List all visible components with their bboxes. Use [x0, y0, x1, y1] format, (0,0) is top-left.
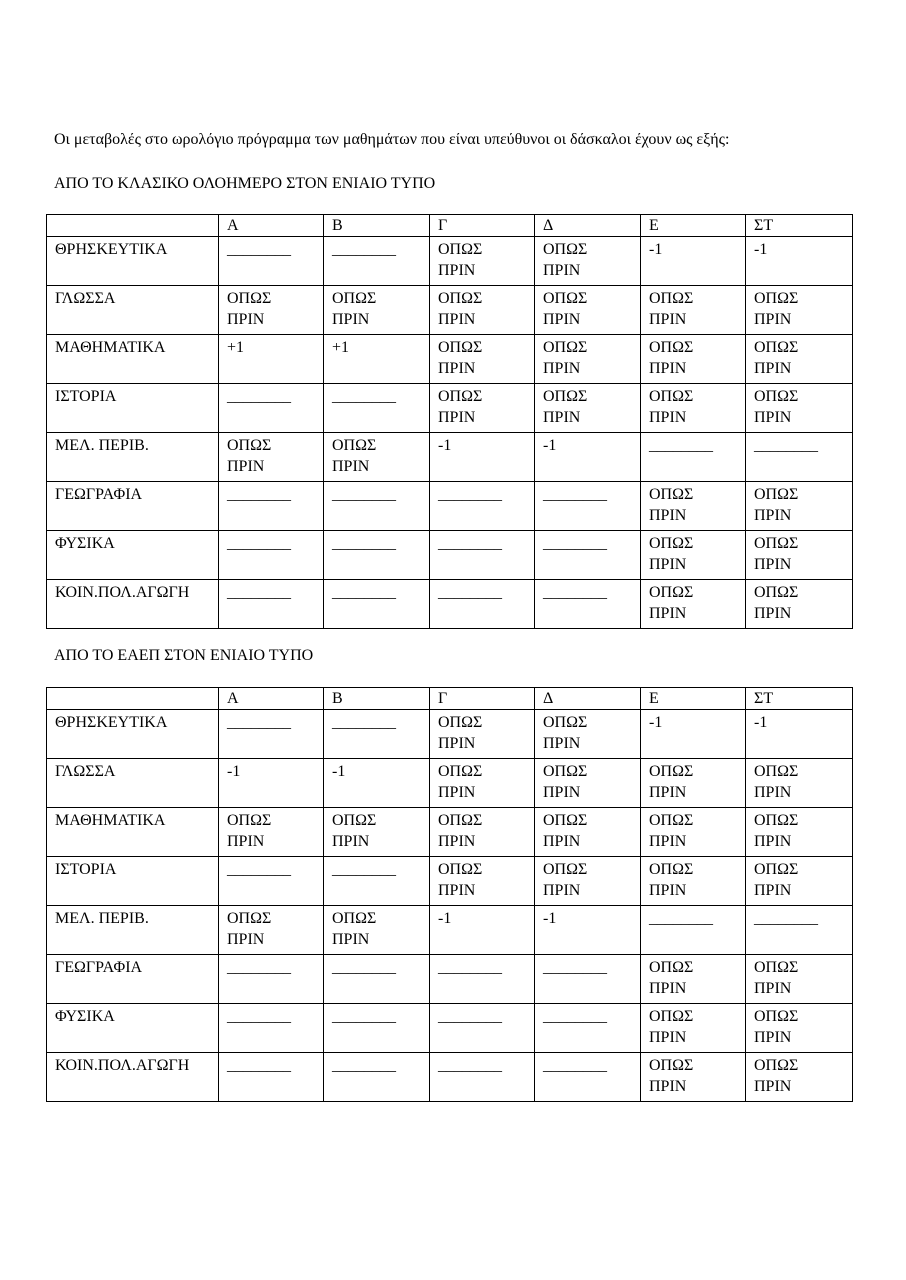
change-cell: [430, 531, 535, 580]
change-cell: [324, 955, 430, 1004]
change-value: ________: [543, 535, 607, 552]
change-value: ΟΠΩΣ ΠΡΙΝ: [543, 861, 588, 899]
change-cell: [219, 433, 324, 482]
table-header-row: [47, 215, 853, 237]
change-cell: [535, 906, 641, 955]
header-cell-grade: ΣΤ: [746, 688, 853, 710]
change-value: ΟΠΩΣ ΠΡΙΝ: [754, 486, 799, 524]
table-row: [47, 580, 853, 629]
change-value: ΟΠΩΣ ΠΡΙΝ: [332, 910, 377, 948]
subject-cell: [47, 710, 219, 759]
change-cell: [535, 1053, 641, 1102]
subject-cell: [47, 857, 219, 906]
change-cell: [430, 906, 535, 955]
change-value: ΟΠΩΣ ΠΡΙΝ: [438, 290, 483, 328]
change-cell: [641, 335, 746, 384]
change-cell: [641, 808, 746, 857]
change-cell: [641, 286, 746, 335]
change-value: ΟΠΩΣ ΠΡΙΝ: [438, 339, 483, 377]
change-value: ________: [543, 1057, 607, 1074]
change-value: ________: [332, 535, 396, 552]
change-cell: [535, 237, 641, 286]
subject-cell: [47, 482, 219, 531]
change-value: ________: [227, 535, 291, 552]
change-value: ΟΠΩΣ ΠΡΙΝ: [754, 339, 799, 377]
change-cell: [324, 1004, 430, 1053]
change-cell: [746, 857, 853, 906]
change-cell: [746, 1004, 853, 1053]
subject-cell: [47, 384, 219, 433]
subject-label: ΘΡΗΣΚΕΥΤΙΚΑ: [55, 714, 168, 731]
change-cell: [430, 335, 535, 384]
change-value: -1: [649, 241, 663, 258]
change-value: ΟΠΩΣ ΠΡΙΝ: [543, 241, 588, 279]
change-cell: [535, 580, 641, 629]
change-value: ________: [332, 714, 396, 731]
change-value: ΟΠΩΣ ΠΡΙΝ: [754, 763, 799, 801]
change-value: ΟΠΩΣ ΠΡΙΝ: [438, 241, 483, 279]
change-value: ________: [438, 1008, 502, 1025]
header-cell-grade: Β: [324, 215, 430, 237]
change-cell: [219, 237, 324, 286]
change-value: ________: [332, 241, 396, 258]
subject-cell: [47, 580, 219, 629]
change-cell: [430, 808, 535, 857]
change-value: ΟΠΩΣ ΠΡΙΝ: [543, 812, 588, 850]
subject-cell: [47, 433, 219, 482]
subject-cell: [47, 759, 219, 808]
change-cell: [324, 580, 430, 629]
change-value: ________: [438, 959, 502, 976]
change-value: ΟΠΩΣ ΠΡΙΝ: [332, 437, 377, 475]
change-cell: [641, 384, 746, 433]
change-cell: [324, 808, 430, 857]
change-cell: [219, 1004, 324, 1053]
change-value: ΟΠΩΣ ΠΡΙΝ: [649, 763, 694, 801]
change-cell: [535, 335, 641, 384]
change-cell: [535, 1004, 641, 1053]
change-value: ________: [438, 486, 502, 503]
change-value: ΟΠΩΣ ΠΡΙΝ: [754, 535, 799, 573]
change-value: -1: [438, 910, 452, 927]
subject-label: ΓΛΩΣΣΑ: [55, 763, 116, 780]
change-cell: [324, 482, 430, 531]
change-value: -1: [649, 714, 663, 731]
change-cell: [219, 384, 324, 433]
subject-label: ΜΕΛ. ΠΕΡΙΒ.: [55, 910, 149, 927]
change-value: ΟΠΩΣ ΠΡΙΝ: [438, 763, 483, 801]
change-cell: [219, 955, 324, 1004]
table-row: [47, 433, 853, 482]
subject-cell: [47, 237, 219, 286]
change-value: ________: [332, 584, 396, 601]
change-cell: [430, 1004, 535, 1053]
change-value: ________: [332, 861, 396, 878]
change-cell: [430, 710, 535, 759]
change-value: ΟΠΩΣ ΠΡΙΝ: [543, 339, 588, 377]
change-value: ΟΠΩΣ ΠΡΙΝ: [543, 388, 588, 426]
change-cell: [641, 955, 746, 1004]
subject-label: ΦΥΣΙΚΑ: [55, 535, 115, 552]
change-value: ΟΠΩΣ ΠΡΙΝ: [754, 290, 799, 328]
change-value: ΟΠΩΣ ΠΡΙΝ: [754, 1057, 799, 1095]
change-value: ΟΠΩΣ ΠΡΙΝ: [543, 763, 588, 801]
subject-label: ΘΡΗΣΚΕΥΤΙΚΑ: [55, 241, 168, 258]
change-value: ________: [754, 437, 818, 454]
change-cell: [219, 808, 324, 857]
header-cell-grade: Α: [219, 688, 324, 710]
table-row: [47, 1004, 853, 1053]
change-value: ΟΠΩΣ ΠΡΙΝ: [649, 1057, 694, 1095]
table-row: [47, 384, 853, 433]
change-value: ΟΠΩΣ ΠΡΙΝ: [649, 290, 694, 328]
header-cell-subject: [47, 688, 219, 710]
change-value: ________: [227, 486, 291, 503]
header-cell-grade: Β: [324, 688, 430, 710]
change-value: ΟΠΩΣ ΠΡΙΝ: [227, 437, 272, 475]
change-value: ΟΠΩΣ ΠΡΙΝ: [332, 290, 377, 328]
change-cell: [535, 433, 641, 482]
change-cell: [535, 759, 641, 808]
change-value: ________: [754, 910, 818, 927]
schedule-table-eaep-to-unified: [46, 687, 853, 1102]
change-value: -1: [332, 763, 346, 780]
table-row: [47, 237, 853, 286]
header-cell-grade: Ε: [641, 215, 746, 237]
change-value: ________: [438, 1057, 502, 1074]
change-cell: [641, 531, 746, 580]
change-cell: [746, 237, 853, 286]
change-cell: [219, 286, 324, 335]
change-value: ________: [227, 1057, 291, 1074]
change-value: +1: [332, 339, 350, 356]
change-cell: [219, 1053, 324, 1102]
change-cell: [324, 384, 430, 433]
header-cell-grade: Γ: [430, 688, 535, 710]
change-cell: [430, 482, 535, 531]
change-value: +1: [227, 339, 245, 356]
change-cell: [430, 580, 535, 629]
change-value: ΟΠΩΣ ΠΡΙΝ: [438, 388, 483, 426]
change-value: ΟΠΩΣ ΠΡΙΝ: [227, 910, 272, 948]
change-cell: [324, 710, 430, 759]
table-header-row: [47, 688, 853, 710]
change-cell: [746, 808, 853, 857]
change-cell: [535, 955, 641, 1004]
subject-cell: [47, 808, 219, 857]
change-value: ΟΠΩΣ ΠΡΙΝ: [754, 388, 799, 426]
change-cell: [535, 531, 641, 580]
change-value: ΟΠΩΣ ΠΡΙΝ: [754, 812, 799, 850]
subject-label: ΚΟΙΝ.ΠΟΛ.ΑΓΩΓΗ: [55, 584, 190, 601]
change-cell: [746, 955, 853, 1004]
table-row: [47, 759, 853, 808]
subject-label: ΦΥΣΙΚΑ: [55, 1008, 115, 1025]
subject-label: ΓΕΩΓΡΑΦΙΑ: [55, 486, 143, 503]
change-value: ΟΠΩΣ ΠΡΙΝ: [649, 1008, 694, 1046]
change-cell: [219, 335, 324, 384]
change-value: ________: [227, 714, 291, 731]
change-value: ________: [332, 486, 396, 503]
change-value: ________: [438, 584, 502, 601]
change-value: -1: [543, 910, 557, 927]
change-cell: [324, 759, 430, 808]
header-cell-grade: Δ: [535, 215, 641, 237]
change-cell: [324, 906, 430, 955]
change-cell: [219, 906, 324, 955]
change-cell: [535, 286, 641, 335]
change-cell: [641, 482, 746, 531]
change-cell: [324, 286, 430, 335]
header-cell-grade: Γ: [430, 215, 535, 237]
change-value: ________: [438, 535, 502, 552]
change-value: ΟΠΩΣ ΠΡΙΝ: [649, 486, 694, 524]
subject-label: ΚΟΙΝ.ΠΟΛ.ΑΓΩΓΗ: [55, 1057, 190, 1074]
subject-cell: [47, 335, 219, 384]
subject-cell: [47, 906, 219, 955]
change-value: ________: [543, 584, 607, 601]
subject-label: ΙΣΤΟΡΙΑ: [55, 861, 117, 878]
header-cell-grade: Α: [219, 215, 324, 237]
subject-label: ΓΕΩΓΡΑΦΙΑ: [55, 959, 143, 976]
subject-label: ΜΑΘΗΜΑΤΙΚΑ: [55, 339, 166, 356]
change-value: ________: [543, 486, 607, 503]
change-cell: [430, 384, 535, 433]
change-value: ________: [227, 388, 291, 405]
table-row: [47, 335, 853, 384]
change-cell: [430, 857, 535, 906]
change-cell: [535, 482, 641, 531]
table-row: [47, 286, 853, 335]
change-value: ΟΠΩΣ ΠΡΙΝ: [227, 290, 272, 328]
change-value: ________: [332, 1008, 396, 1025]
change-value: ΟΠΩΣ ΠΡΙΝ: [649, 584, 694, 622]
table-row: [47, 906, 853, 955]
subject-cell: [47, 531, 219, 580]
change-value: -1: [754, 714, 768, 731]
change-cell: [746, 1053, 853, 1102]
change-cell: [430, 759, 535, 808]
change-cell: [219, 759, 324, 808]
table-row: [47, 531, 853, 580]
change-value: ________: [649, 910, 713, 927]
change-value: ________: [543, 1008, 607, 1025]
table-row: [47, 1053, 853, 1102]
section-title-eaep-to-unified: ΑΠΟ ΤΟ ΕΑΕΠ ΣΤΟΝ ΕΝΙΑΙΟ ΤΥΠΟ: [54, 647, 314, 664]
change-cell: [641, 710, 746, 759]
change-cell: [324, 433, 430, 482]
change-value: ΟΠΩΣ ΠΡΙΝ: [754, 1008, 799, 1046]
change-cell: [535, 808, 641, 857]
change-cell: [219, 531, 324, 580]
change-cell: [746, 906, 853, 955]
change-value: ΟΠΩΣ ΠΡΙΝ: [754, 959, 799, 997]
change-cell: [324, 1053, 430, 1102]
change-value: ΟΠΩΣ ΠΡΙΝ: [649, 388, 694, 426]
change-cell: [746, 710, 853, 759]
change-cell: [219, 580, 324, 629]
change-cell: [324, 335, 430, 384]
change-value: ________: [227, 241, 291, 258]
schedule-table-classic-to-unified: [46, 214, 853, 629]
header-cell-grade: ΣΤ: [746, 215, 853, 237]
table-row: [47, 955, 853, 1004]
change-cell: [746, 482, 853, 531]
header-cell-grade: Ε: [641, 688, 746, 710]
table-row: [47, 857, 853, 906]
change-cell: [324, 531, 430, 580]
intro-paragraph: Οι μεταβολές στο ωρολόγιο πρόγραμμα των μαθημάτων που είναι υπεύθυνοι οι δάσκαλοι έχουν ως εξής:: [54, 131, 730, 148]
change-value: ________: [332, 959, 396, 976]
subject-label: ΓΛΩΣΣΑ: [55, 290, 116, 307]
change-cell: [219, 857, 324, 906]
change-cell: [535, 710, 641, 759]
change-value: ΟΠΩΣ ΠΡΙΝ: [438, 812, 483, 850]
change-value: ________: [227, 1008, 291, 1025]
change-value: ΟΠΩΣ ΠΡΙΝ: [649, 535, 694, 573]
change-value: -1: [227, 763, 241, 780]
subject-cell: [47, 1053, 219, 1102]
change-cell: [746, 531, 853, 580]
change-value: ΟΠΩΣ ΠΡΙΝ: [332, 812, 377, 850]
table-row: [47, 482, 853, 531]
change-cell: [641, 580, 746, 629]
subject-cell: [47, 955, 219, 1004]
change-cell: [641, 857, 746, 906]
change-value: ΟΠΩΣ ΠΡΙΝ: [649, 959, 694, 997]
change-cell: [535, 857, 641, 906]
table-row: [47, 808, 853, 857]
change-value: ΟΠΩΣ ΠΡΙΝ: [649, 339, 694, 377]
change-value: ΟΠΩΣ ΠΡΙΝ: [754, 584, 799, 622]
change-cell: [430, 955, 535, 1004]
change-value: ________: [332, 388, 396, 405]
subject-label: ΜΕΛ. ΠΕΡΙΒ.: [55, 437, 149, 454]
change-cell: [324, 237, 430, 286]
change-cell: [219, 482, 324, 531]
change-value: ΟΠΩΣ ΠΡΙΝ: [438, 861, 483, 899]
change-cell: [219, 710, 324, 759]
change-value: ________: [649, 437, 713, 454]
change-value: ΟΠΩΣ ΠΡΙΝ: [649, 812, 694, 850]
change-value: ΟΠΩΣ ΠΡΙΝ: [543, 290, 588, 328]
change-value: ΟΠΩΣ ΠΡΙΝ: [438, 714, 483, 752]
subject-cell: [47, 1004, 219, 1053]
change-cell: [641, 433, 746, 482]
change-value: ΟΠΩΣ ΠΡΙΝ: [227, 812, 272, 850]
change-cell: [430, 1053, 535, 1102]
change-cell: [641, 906, 746, 955]
change-value: -1: [543, 437, 557, 454]
change-cell: [746, 580, 853, 629]
subject-label: ΜΑΘΗΜΑΤΙΚΑ: [55, 812, 166, 829]
change-value: ________: [227, 584, 291, 601]
change-cell: [641, 759, 746, 808]
change-value: ________: [543, 959, 607, 976]
change-value: ________: [227, 861, 291, 878]
subject-cell: [47, 286, 219, 335]
change-cell: [324, 857, 430, 906]
change-value: -1: [754, 241, 768, 258]
change-value: ΟΠΩΣ ΠΡΙΝ: [754, 861, 799, 899]
change-cell: [641, 1004, 746, 1053]
change-cell: [641, 1053, 746, 1102]
section-title-classic-to-unified: ΑΠΟ ΤΟ ΚΛΑΣΙΚΟ ΟΛΟΗΜΕΡΟ ΣΤΟΝ ΕΝΙΑΙΟ ΤΥΠΟ: [54, 175, 436, 192]
change-value: -1: [438, 437, 452, 454]
change-cell: [746, 759, 853, 808]
change-cell: [746, 384, 853, 433]
change-value: ________: [332, 1057, 396, 1074]
change-cell: [746, 286, 853, 335]
change-cell: [746, 433, 853, 482]
table-row: [47, 710, 853, 759]
change-cell: [430, 237, 535, 286]
change-cell: [430, 286, 535, 335]
change-value: ΟΠΩΣ ΠΡΙΝ: [543, 714, 588, 752]
subject-label: ΙΣΤΟΡΙΑ: [55, 388, 117, 405]
header-cell-subject: [47, 215, 219, 237]
change-cell: [641, 237, 746, 286]
change-cell: [535, 384, 641, 433]
change-value: ________: [227, 959, 291, 976]
change-cell: [746, 335, 853, 384]
change-value: ΟΠΩΣ ΠΡΙΝ: [649, 861, 694, 899]
header-cell-grade: Δ: [535, 688, 641, 710]
change-cell: [430, 433, 535, 482]
